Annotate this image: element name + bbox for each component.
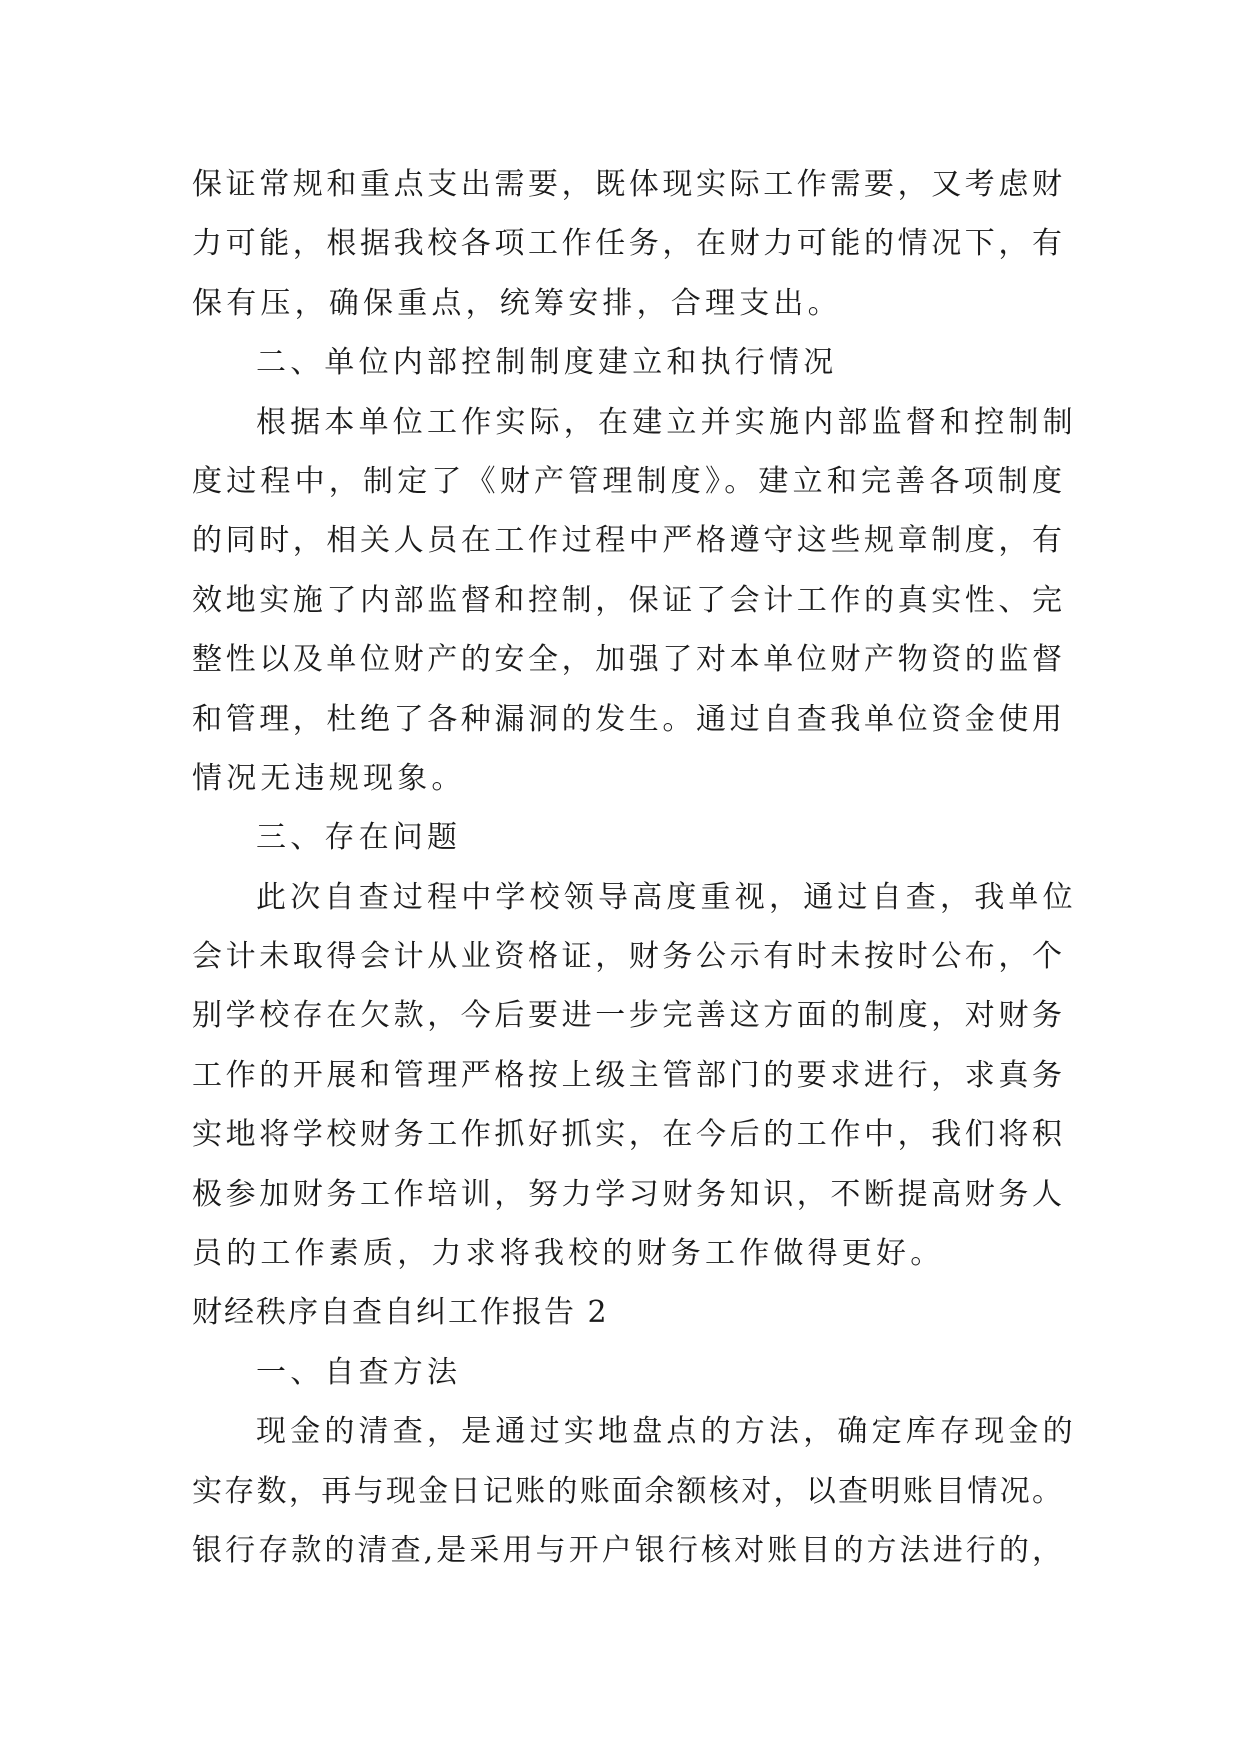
- section-heading: 三、存在问题: [256, 820, 462, 856]
- paragraph-line: 保有压，确保重点，统筹安排，合理支出。: [192, 285, 842, 321]
- paragraph-line: 根据本单位工作实际，在建立并实施内部监督和控制制: [256, 404, 1077, 440]
- paragraph-line: 现金的清查，是通过实地盘点的方法，确定库存现金的: [256, 1414, 1077, 1450]
- document-body: [192, 155, 1077, 1580]
- paragraph-line: 此次自查过程中学校领导高度重视，通过自查，我单位: [256, 879, 1077, 915]
- paragraph-line: 员的工作素质，力求将我校的财务工作做得更好。: [192, 1236, 945, 1272]
- paragraph-line: 实地将学校财务工作抓好抓实，在今后的工作中，我们将积: [192, 1117, 1062, 1153]
- paragraph-line: 力可能，根据我校各项工作任务，在财力可能的情况下，有: [192, 226, 1062, 262]
- section-heading: 一、自查方法: [256, 1354, 462, 1390]
- paragraph-line: 和管理，杜绝了各种漏洞的发生。通过自查我单位资金使用: [192, 701, 1062, 737]
- paragraph-line: 保证常规和重点支出需要，既体现实际工作需要，又考虑财: [192, 167, 1062, 202]
- paragraph-line: 极参加财务工作培训，努力学习财务知识，不断提高财务人: [192, 1176, 1062, 1212]
- paragraph-line: 别学校存在欠款，今后要进一步完善这方面的制度，对财务: [192, 998, 1062, 1034]
- paragraph-line: 整性以及单位财产的安全，加强了对本单位财产物资的监督: [192, 642, 1062, 678]
- paragraph-line: 的同时，相关人员在工作过程中严格遵守这些规章制度，有: [192, 523, 1062, 559]
- paragraph-line: 度过程中，制定了《财产管理制度》。建立和完善各项制度: [192, 463, 1062, 499]
- paragraph-line: 实存数，再与现金日记账的账面余额核对，以查明账目情况。: [192, 1473, 1062, 1509]
- paragraph-line: 效地实施了内部监督和控制，保证了会计工作的真实性、完: [192, 582, 1062, 618]
- report-title: 财经秩序自查自纠工作报告 2: [192, 1295, 609, 1331]
- section-heading: 二、单位内部控制制度建立和执行情况: [256, 345, 838, 381]
- paragraph-line: 银行存款的清查,是采用与开户银行核对账目的方法进行的，: [192, 1532, 1062, 1568]
- paragraph-line: 工作的开展和管理严格按上级主管部门的要求进行，求真务: [192, 1057, 1062, 1093]
- paragraph-line: 会计未取得会计从业资格证，财务公示有时未按时公布，个: [192, 939, 1062, 975]
- paragraph-line: 情况无违规现象。: [192, 760, 466, 796]
